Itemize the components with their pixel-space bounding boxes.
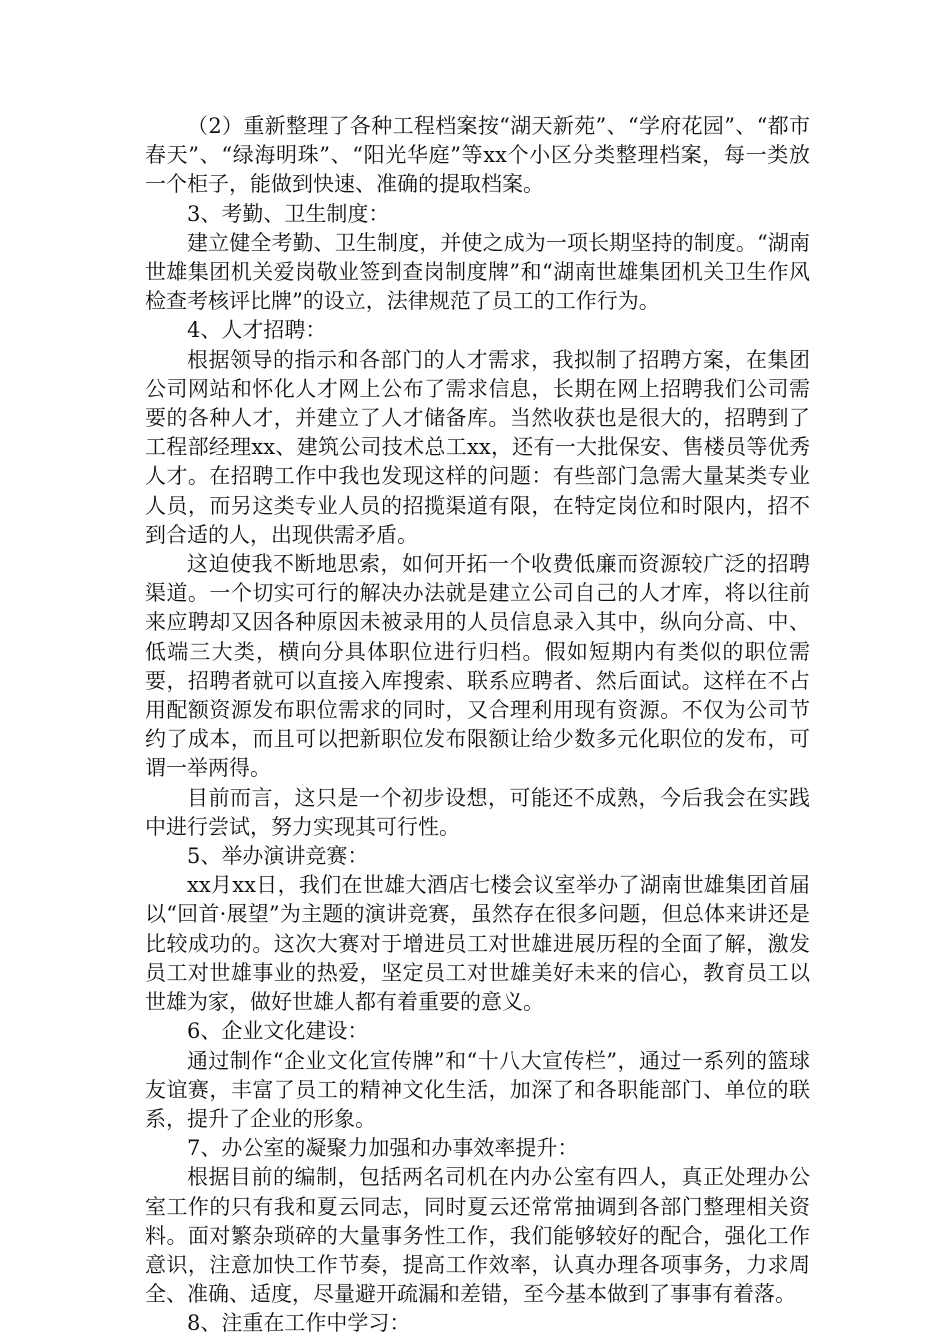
paragraph-preliminary-idea: 目前而言，这只是一个初步设想，可能还不成熟，今后我会在实践中进行尝试，努力实现其可行性。: [145, 785, 810, 839]
paragraph-corporate-culture: 通过制作“企业文化宣传牌”和“十八大宣传栏”，通过一系列的篮球友谊赛，丰富了员工的精神文化生活，加深了和各职能部门、单位的联系，提升了企业的形象。: [145, 1048, 810, 1131]
paragraph-recruitment: 根据领导的指示和各部门的人才需求，我拟制了招聘方案，在集团公司网站和怀化人才网上公布了需求信息，长期在网上招聘我们公司需要的各种人才，并建立了人才储备库。当然收获也是很大的，招聘到了工程部经理xx、建筑公司技术总工xx，还有一大批保安、售楼员等优秀人才。在招聘工作中我也发现这样的问题：有些部门急需大量某类专业人员，而另这类专业人员的招揽渠道有限，在特定岗位和时限内，招不到合适的人，出现供需矛盾。: [145, 347, 810, 547]
paragraph-talent-pool: 这迫使我不断地思索，如何开拓一个收费低廉而资源较广泛的招聘渠道。一个切实可行的解决办法就是建立公司自己的人才库，将以往前来应聘却又因各种原因未被录用的人员信息录入其中，纵向分高、中、低端三大类，横向分具体职位进行归档。假如短期内有类似的职位需要，招聘者就可以直接入库搜索、联系应聘者、然后面试。这样在不占用配额资源发布职位需求的同时，又合理利用现有资源。不仅为公司节约了成本，而且可以把新职位发布限额让给少数多元化职位的发布，可谓一举两得。: [145, 552, 810, 781]
section-heading-learning: 8、注重在工作中学习：: [187, 1311, 411, 1336]
section-heading-speech-contest: 5、举办演讲竞赛：: [187, 844, 369, 869]
document-body: [145, 112, 810, 1339]
paragraph-attendance-hygiene: 建立健全考勤、卫生制度，并使之成为一项长期坚持的制度。“湖南世雄集团机关爱岗敬业签到查岗制度牌”和“湖南世雄集团机关卫生作风检查考核评比牌”的设立，法律规范了员工的工作行为。: [145, 230, 810, 314]
section-heading-corporate-culture: 6、企业文化建设：: [187, 1019, 369, 1044]
section-heading-recruitment: 4、人才招聘：: [187, 318, 327, 343]
paragraph-archive-organization: （2）重新整理了各种工程档案按“湖天新苑”、“学府花园”、“都市春天”、“绿海明珠”、“阳光华庭”等xx个小区分类整理档案，每一类放一个柜子，能做到快速、准确的提取档案。: [145, 114, 810, 197]
section-heading-office-efficiency: 7、办公室的凝聚力加强和办事效率提升：: [187, 1136, 579, 1161]
section-heading-attendance-hygiene: 3、考勤、卫生制度：: [187, 201, 390, 226]
paragraph-office-efficiency: 根据目前的编制，包括两名司机在内办公室有四人，真正处理办公室工作的只有我和夏云同志，同时夏云还常常抽调到各部门整理相关资料。面对繁杂琐碎的大量事务性工作，我们能够较好的配合，强化工作意识，注意加快工作节奏，提高工作效率，认真办理各项事务，力求周全、准确、适度，尽量避开疏漏和差错，至今基本做到了事事有着落。: [145, 1165, 810, 1307]
paragraph-speech-contest: xx月xx日，我们在世雄大酒店七楼会议室举办了湖南世雄集团首届以“回首·展望”为主题的演讲竞赛，虽然存在很多问题，但总体来讲还是比较成功的。这次大赛对于增进员工对世雄进展历程的全面了解，激发员工对世雄事业的热爱，坚定员工对世雄美好未来的信心，教育员工以世雄为家，做好世雄人都有着重要的意义。: [145, 873, 810, 1015]
